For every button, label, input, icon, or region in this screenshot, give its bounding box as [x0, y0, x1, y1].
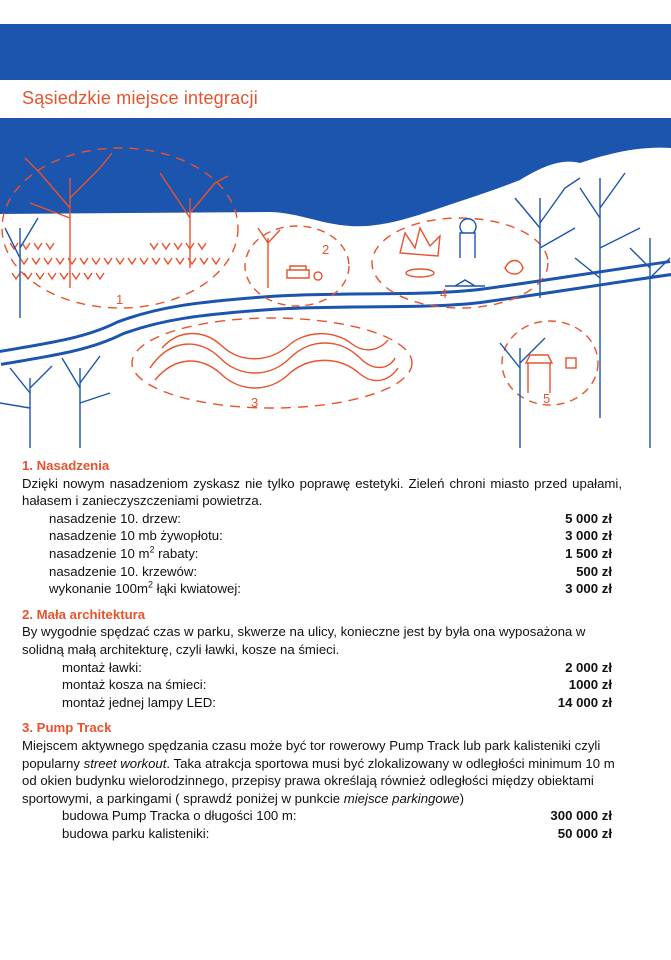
map-label-5: 5 — [543, 391, 551, 406]
cost-price: 50 000 zł — [557, 825, 612, 841]
cost-row — [22, 527, 622, 545]
cost-row — [22, 694, 622, 712]
cost-row — [22, 676, 622, 694]
cost-row — [22, 659, 622, 677]
cost-label: montaż jednej lampy LED: — [62, 694, 216, 710]
cost-price: 2 000 zł — [565, 659, 612, 675]
cost-row — [22, 563, 622, 581]
header-band — [0, 24, 671, 80]
cost-row — [22, 510, 622, 528]
cost-row — [22, 580, 622, 598]
section-text: Dzięki nowym nasadzeniom zyskasz nie tylko poprawę estetyki. Zieleń chroni miasto przed upałami, hałasem i zanieczyszczeniami powietrza. — [22, 475, 622, 509]
map-label-4: 4 — [440, 286, 448, 301]
cost-label: montaż ławki: — [62, 659, 142, 675]
document-body — [22, 457, 622, 842]
cost-price: 3 000 zł — [565, 528, 612, 544]
map-label-2: 2 — [322, 242, 330, 257]
cost-row — [22, 545, 622, 563]
cost-price: 500 zł — [576, 563, 612, 579]
cost-label: nasadzenie 10 $m^2$ rabaty: — [49, 544, 199, 561]
park-illustration — [0, 118, 671, 448]
cost-price: 3 000 zł — [565, 581, 612, 597]
section-heading-mala-architektura: 2. Mała architektura — [22, 606, 146, 622]
cost-label: nasadzenie 10. drzew: — [49, 510, 181, 526]
cost-price: 1 500 zł — [565, 545, 612, 561]
cost-price: 1000 zł — [568, 677, 612, 693]
section-heading-nasadzenia: 1. Nasadzenia — [22, 458, 110, 473]
cost-label: wykonanie $100m^2$ łąki kwiatowej: — [49, 579, 241, 597]
map-label-1: 1 — [116, 292, 124, 307]
cost-price: 300 000 zł — [550, 808, 612, 824]
page-title: Sąsiedzkie miejsce integracji — [22, 88, 258, 108]
map-label-3: 3 — [251, 395, 259, 410]
cost-label: budowa parku kalisteniki: — [62, 825, 210, 841]
cost-price: 5 000 zł — [565, 510, 612, 526]
section-text: By wygodnie spędzać czas w parku, skwerze na ulicy, konieczne jest by była ona wyposażona w solidną małą architekturę, czyli ławki, kosze na śmieci. — [22, 624, 586, 657]
cost-label: nasadzenie 10 mb żywopłotu: — [49, 528, 223, 544]
cost-price: 14 000 zł — [557, 694, 612, 710]
cost-label: budowa Pump Tracka o długości 100 m: — [62, 808, 297, 824]
cost-row — [22, 825, 622, 843]
cost-row — [22, 807, 622, 825]
cost-label: nasadzenie 10. krzewów: — [49, 563, 198, 579]
cost-label: montaż kosza na śmieci: — [62, 677, 207, 693]
section-text: Miejscem aktywnego spędzania czasu może być tor rowerowy Pump Track lub park kalisteniki czyli popularny street workout. Taka atrakcja sportowa musi być zlokalizowany w odległości minimum 10 m od okien budynku wielorodzinnego, przepisy prawa określają również odległości między obiektami sportowymi, a parkingami ( sprawdź poniżej w punkcie miejsce parkingowe) — [22, 737, 615, 806]
section-heading-pump-track: 3. Pump Track — [22, 720, 112, 736]
